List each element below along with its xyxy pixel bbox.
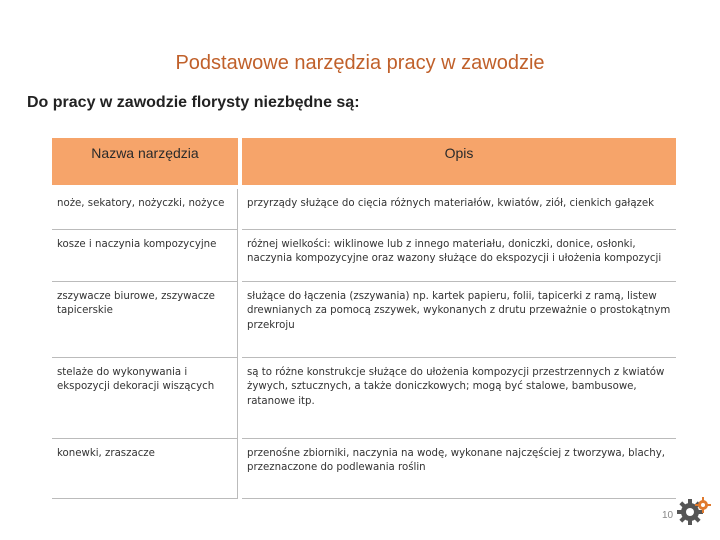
table-row [52, 229, 676, 281]
tool-description: przyrządy służące do cięcia różnych materiałów, kwiatów, ziół, cienkich gałązek [240, 187, 676, 229]
table-header-row [52, 138, 676, 187]
table-row [52, 187, 676, 229]
column-header-description: Opis [240, 138, 676, 187]
tool-description: są to różne konstrukcje służące do ułożenia kompozycji przestrzennych z kwiatów żywych, sztucznych, a także doniczkowych; mogą być stalowe, bambusowe, ratanowe itp. [240, 357, 676, 438]
tool-description: przenośne zbiorniki, naczynia na wodę, wykonane najczęściej z tworzywa, blachy, przeznaczone do podlewania roślin [240, 438, 676, 498]
column-header-name: Nazwa narzędzia [52, 138, 240, 187]
tool-name: stelaże do wykonywania i ekspozycji dekoracji wiszących [52, 357, 240, 438]
table-row [52, 357, 676, 438]
tool-name: konewki, zraszacze [52, 438, 240, 498]
page-number: 10 [662, 510, 674, 521]
tool-description: służące do łączenia (zszywania) np. kartek papieru, folii, tapicerki z ramą, listew drewnianych za pomocą zszywek, wykonanych z drutu przeważnie o prostokątnym przekroju [240, 281, 676, 357]
tools-table [52, 138, 676, 499]
slide-title: Podstawowe narzędzia pracy w zawodzie [175, 52, 545, 74]
tool-name: kosze i naczynia kompozycyjne [52, 229, 240, 281]
tool-name: noże, sekatory, nożyczki, nożyce [52, 187, 240, 229]
tool-description: różnej wielkości: wiklinowe lub z innego materiału, doniczki, donice, osłonki, naczynia kompozycyjne oraz wazony służące do ekspozycji i ułożenia kompozycji [240, 229, 676, 281]
slide-subtitle: Do pracy w zawodzie florysty niezbędne są: [27, 94, 360, 111]
gears-icon [672, 494, 712, 530]
table-row [52, 438, 676, 498]
tool-name: zszywacze biurowe, zszywacze tapicerskie [52, 281, 240, 357]
table-row [52, 281, 676, 357]
